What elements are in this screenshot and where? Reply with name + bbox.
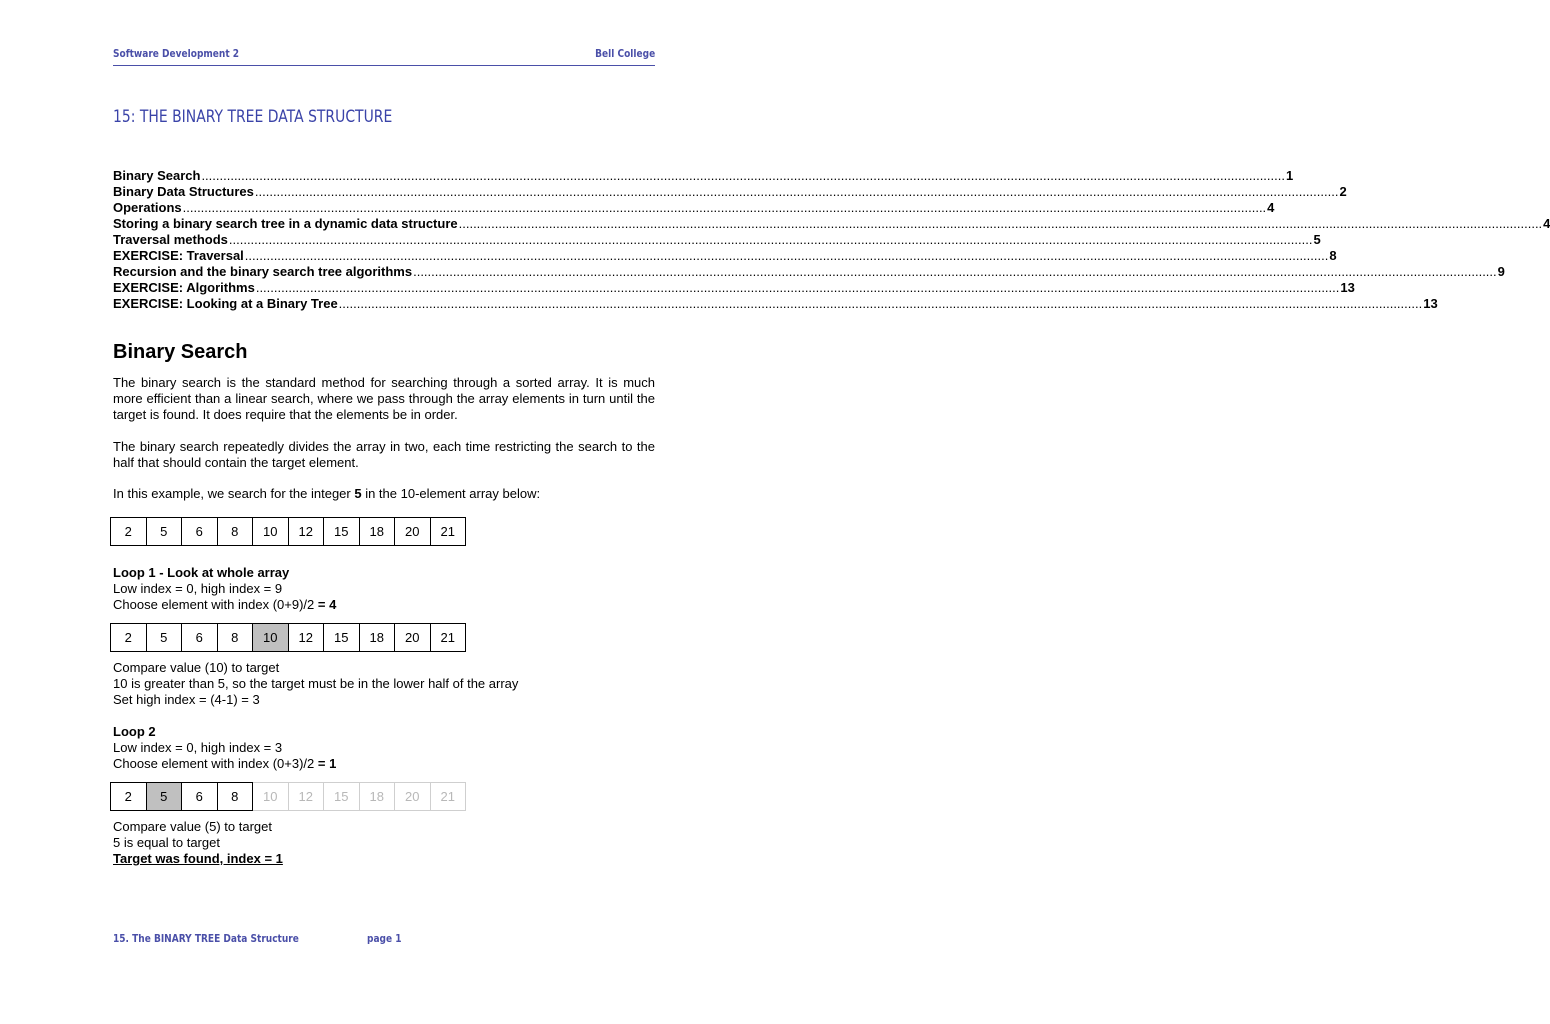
toc-entry-title: Binary Search xyxy=(113,168,201,183)
toc-entry-title: EXERCISE: Algorithms xyxy=(113,280,255,295)
array-cell: 6 xyxy=(182,624,218,652)
toc-entry-title: Recursion and the binary search tree algorithms xyxy=(113,264,413,279)
array-cell: 5 xyxy=(146,783,182,811)
array-cell: 12 xyxy=(288,624,324,652)
toc-leader-dots: ............................................................................................................................................................................................................................................................................................................ xyxy=(228,232,1313,247)
toc-leader-dots: ............................................................................................................................................................................................................................................................................................................ xyxy=(458,216,1543,231)
loop1-title: Loop 1 - Look at whole array xyxy=(113,565,290,580)
array-cell: 20 xyxy=(395,783,431,811)
header-course: Software Development 2 xyxy=(113,47,240,60)
loop1-greater: 10 is greater than 5, so the target must be in the lower half of the array xyxy=(113,676,519,691)
toc-entry-page: 4 xyxy=(1267,200,1275,215)
loop1-line1: Low index = 0, high index = 9 xyxy=(113,581,283,596)
toc-entry-page: 1 xyxy=(1285,168,1294,183)
loop2-block xyxy=(113,724,336,772)
array-cell: 15 xyxy=(324,783,360,811)
array-cell: 21 xyxy=(430,518,466,546)
loop2-compare: Compare value (5) to target xyxy=(113,819,272,834)
array-cell: 2 xyxy=(111,518,147,546)
paragraph-intro: The binary search is the standard method for searching through a sorted array. It is much more efficient than a linear search, where we pass through the array elements in turn until the target is found. It does require that the elements be in order. xyxy=(113,375,655,422)
array-cell: 12 xyxy=(288,518,324,546)
footer-chapter: 15. The BINARY TREE Data Structure xyxy=(113,932,299,945)
toc-entry-title: Operations xyxy=(113,200,182,215)
chapter-title: 15: THE BINARY TREE DATA STRUCTURE xyxy=(113,107,393,127)
loop2-found: Target was found, index = 1 xyxy=(113,851,283,866)
loop2-title: Loop 2 xyxy=(113,724,156,739)
array-cell: 2 xyxy=(111,624,147,652)
toc-entry[interactable] xyxy=(113,168,1294,184)
toc-leader-dots: ............................................................................................................................................................................................................................................................................................................ xyxy=(201,168,1285,183)
array-cell: 20 xyxy=(395,624,431,652)
array-cell: 12 xyxy=(288,783,324,811)
loop1-set-high: Set high index = (4-1) = 3 xyxy=(113,692,260,707)
toc-leader-dots: ............................................................................................................................................................................................................................................................................................................ xyxy=(254,184,1339,199)
table-of-contents xyxy=(113,168,1550,312)
toc-entry-title: EXERCISE: Traversal xyxy=(113,248,244,263)
array-cell: 6 xyxy=(182,783,218,811)
toc-entry[interactable] xyxy=(113,200,1275,216)
loop1-block xyxy=(113,565,336,613)
toc-entry-page: 2 xyxy=(1339,184,1347,199)
paragraph-example: In this example, we search for the integer 5 in the 10-element array below: xyxy=(113,486,541,501)
toc-entry[interactable] xyxy=(113,232,1321,248)
toc-entry-title: Binary Data Structures xyxy=(113,184,254,199)
toc-leader-dots: ............................................................................................................................................................................................................................................................................................................ xyxy=(182,200,1267,215)
toc-entry[interactable] xyxy=(113,216,1550,232)
array-cell: 15 xyxy=(324,624,360,652)
array-loop1 xyxy=(110,623,466,652)
loop2-result xyxy=(113,819,283,867)
toc-entry[interactable] xyxy=(113,264,1505,280)
loop1-result xyxy=(113,660,518,708)
array-cell: 5 xyxy=(146,518,182,546)
toc-leader-dots: ............................................................................................................................................................................................................................................................................................................ xyxy=(255,280,1340,295)
toc-entry-title: EXERCISE: Looking at a Binary Tree xyxy=(113,296,338,311)
target-value: 5 xyxy=(354,486,362,501)
array-cell: 20 xyxy=(395,518,431,546)
toc-entry-page: 13 xyxy=(1340,280,1355,295)
array-cell: 8 xyxy=(217,783,253,811)
array-cell: 18 xyxy=(359,518,395,546)
array-cell: 18 xyxy=(359,624,395,652)
loop2-line2: Choose element with index (0+3)/2 = 1 xyxy=(113,756,337,771)
array-cell: 15 xyxy=(324,518,360,546)
array-cell: 10 xyxy=(253,624,289,652)
array-cell: 8 xyxy=(217,624,253,652)
paragraph-divides: The binary search repeatedly divides the array in two, each time restricting the search to the half that should contain the target element. xyxy=(113,439,655,470)
footer-page: page 1 xyxy=(367,932,402,945)
loop2-equal: 5 is equal to target xyxy=(113,835,220,850)
toc-entry[interactable] xyxy=(113,280,1355,296)
array-cell: 21 xyxy=(430,783,466,811)
toc-entry-page: 9 xyxy=(1497,264,1505,279)
array-cell: 10 xyxy=(253,783,289,811)
page-header xyxy=(113,45,655,66)
section-heading: Binary Search xyxy=(113,341,248,363)
loop2-line1: Low index = 0, high index = 3 xyxy=(113,740,283,755)
toc-entry-page: 8 xyxy=(1329,248,1337,263)
array-loop2 xyxy=(110,782,466,811)
toc-entry[interactable] xyxy=(113,248,1337,264)
array-cell: 10 xyxy=(253,518,289,546)
array-cell: 8 xyxy=(217,518,253,546)
array-cell: 5 xyxy=(146,624,182,652)
toc-entry-page: 4 xyxy=(1543,216,1550,231)
toc-leader-dots: ............................................................................................................................................................................................................................................................................................................ xyxy=(413,264,1497,279)
toc-leader-dots: ............................................................................................................................................................................................................................................................................................................ xyxy=(338,296,1423,311)
array-initial xyxy=(110,517,466,546)
loop1-line2: Choose element with index (0+9)/2 = 4 xyxy=(113,597,337,612)
toc-entry[interactable] xyxy=(113,184,1347,200)
loop1-compare: Compare value (10) to target xyxy=(113,660,280,675)
toc-entry-title: Storing a binary search tree in a dynamic data structure xyxy=(113,216,458,231)
header-college: Bell College xyxy=(594,47,655,60)
toc-entry-page: 13 xyxy=(1423,296,1438,311)
toc-entry[interactable] xyxy=(113,296,1438,312)
toc-entry-title: Traversal methods xyxy=(113,232,228,247)
toc-entry-page: 5 xyxy=(1313,232,1321,247)
array-cell: 6 xyxy=(182,518,218,546)
toc-leader-dots: ............................................................................................................................................................................................................................................................................................................ xyxy=(244,248,1329,263)
array-cell: 2 xyxy=(111,783,147,811)
array-cell: 18 xyxy=(359,783,395,811)
array-cell: 21 xyxy=(430,624,466,652)
